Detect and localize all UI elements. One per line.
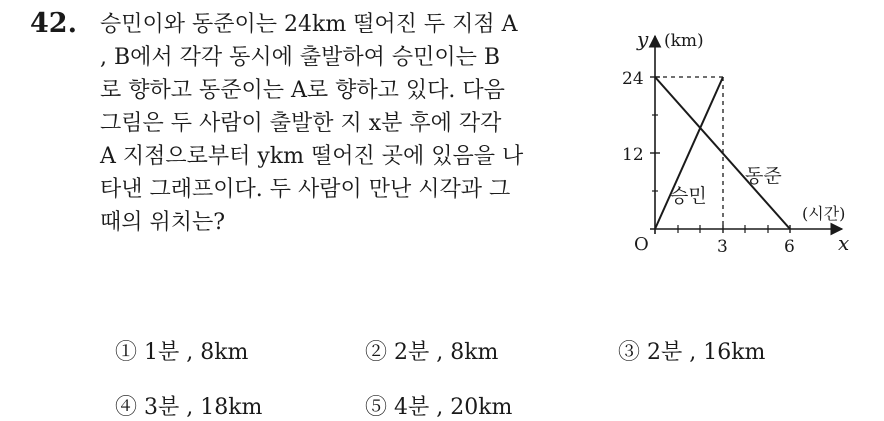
question-line: 타낸 그래프이다. 두 사람이 만난 시각과 그	[100, 177, 511, 202]
question-line: 승민이와 동준이는 24km 떨어진 두 지점 A	[100, 12, 518, 37]
question-line: 때의 위치는?	[100, 210, 226, 235]
origin-label: O	[634, 234, 649, 255]
distance-time-graph	[615, 20, 865, 270]
seungmin-label: 승민	[670, 185, 707, 207]
choice-2[interactable]: ② 2분 , 8km	[365, 340, 499, 365]
question-line: , B에서 각각 동시에 출발하여 승민이는 B	[100, 45, 501, 70]
question-number: 42.	[30, 8, 77, 39]
choice-4[interactable]: ④ 3분 , 18km	[115, 395, 263, 420]
question-line: A 지점으로부터 ykm 떨어진 곳에 있음을 나	[100, 144, 524, 169]
choice-1[interactable]: ① 1분 , 8km	[115, 340, 249, 365]
y-tick-label-12: 12	[622, 145, 644, 165]
x-tick-label-3: 3	[717, 237, 728, 257]
choice-5[interactable]: ⑤ 4분 , 20km	[365, 395, 513, 420]
question-line: 로 향하고 동준이는 A로 향하고 있다. 다음	[100, 78, 505, 103]
x-axis-label: x	[838, 231, 850, 255]
question-line: 그림은 두 사람이 출발한 지 x분 후에 각각	[100, 111, 502, 136]
choice-3[interactable]: ③ 2분 , 16km	[618, 340, 766, 365]
x-unit-label: (시간)	[802, 204, 846, 223]
y-axis-label: y	[637, 27, 649, 51]
y-tick-label-24: 24	[622, 69, 644, 89]
dongjun-label: 동준	[745, 165, 782, 187]
y-unit-label: (km)	[664, 31, 704, 51]
x-tick-label-6: 6	[784, 237, 795, 257]
question-text	[100, 8, 600, 239]
